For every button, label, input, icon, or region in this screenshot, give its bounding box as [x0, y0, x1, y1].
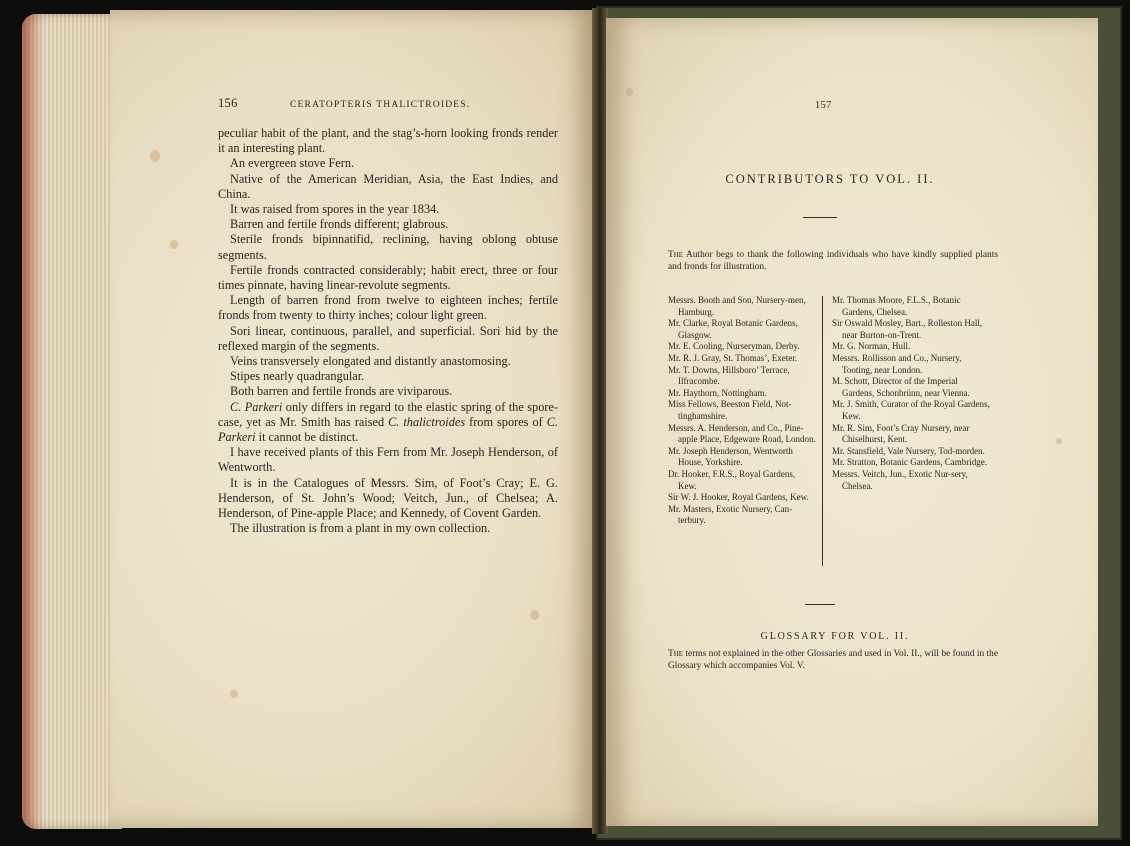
- contributors-title: CONTRIBUTORS TO VOL. II.: [725, 172, 935, 186]
- contributor-entry: Messrs. Booth and Son, Nursery-men, Hamburg.: [668, 295, 806, 317]
- paragraph: An evergreen stove Fern.: [230, 156, 355, 171]
- paragraph: Stipes nearly quadrangular.: [230, 369, 365, 384]
- paragraph: Native of the American Meridian, Asia, the East Indies, and China.: [218, 171, 558, 201]
- page-stack: [22, 14, 122, 829]
- species-name: C. thalictroides: [388, 414, 466, 429]
- contributor-entry: Miss Fellows, Beeston Field, Not-tinghamshire.: [668, 399, 792, 421]
- contributor-entry: Messrs. Rollisson and Co., Nursery, Tooting, near London.: [832, 352, 962, 375]
- contributors-column-right: [832, 295, 992, 492]
- parkeri-paragraph: [218, 400, 558, 446]
- glossary-text: [668, 648, 998, 672]
- contributors-intro: [668, 249, 998, 273]
- page-number-right: 157: [815, 100, 832, 111]
- contributor-entry: Sir W. J. Hooker, Royal Gardens, Kew.: [668, 492, 809, 503]
- text-run: it cannot be distinct.: [255, 430, 359, 445]
- paragraph: Length of barren frond from twelve to eighteen inches; fertile fronds from twenty to thirty inches; colour light green.: [218, 293, 558, 323]
- text-run: from spores of: [465, 414, 547, 429]
- column-divider: [822, 296, 823, 566]
- contributor-entry: Sir Oswald Mosley, Bart., Rolleston Hall, near Burton-on-Trent.: [832, 318, 983, 340]
- paragraph: It is in the Catalogues of Messrs. Sim, of Foot’s Cray; E. G. Henderson, of St. John’s Wood; Veitch, Jun., of Chelsea; A. Henderson, of Pine-apple Place; and Kennedy, of Covent Garden.: [218, 475, 558, 521]
- species-name: C. Parkeri: [218, 414, 558, 445]
- paragraph: Fertile fronds contracted considerably; habit erect, three or four times pinnate, having linear-revolute segments.: [218, 262, 558, 293]
- paragraph: The illustration is from a plant in my own collection.: [230, 521, 491, 536]
- divider: [805, 604, 835, 605]
- page-number-left: 156: [218, 96, 238, 110]
- contributor-entry: Messrs. A. Henderson, and Co., Pine-apple Place, Edgeware Road, London.: [668, 422, 816, 445]
- paragraph: peculiar habit of the plant, and the stag’s-horn looking fronds render it an interesting plant.: [218, 126, 558, 156]
- contributor-entry: M. Schott, Director of the Imperial Gardens, Schonbrünn, near Vienna.: [832, 376, 970, 398]
- contributor-entry: Mr. Clarke, Royal Botanic Gardens, Glasgow.: [668, 318, 798, 340]
- running-head: CERATOPTERIS THALICTROIDES.: [290, 100, 471, 110]
- contributor-entry: Messrs. Veitch, Jun., Exotic Nur-sery, Chelsea.: [832, 468, 968, 491]
- glossary-title: GLOSSARY FOR VOL. II.: [760, 631, 910, 642]
- paragraph: Barren and fertile fronds different; glabrous.: [230, 217, 449, 232]
- contributor-entry: Dr. Hooker, F.R.S., Royal Gardens, Kew.: [668, 468, 796, 491]
- intro-lead: The: [668, 250, 684, 260]
- species-name: C. Parkeri: [230, 399, 283, 414]
- contributor-entry: Mr. Masters, Exotic Nursery, Can-terbury.: [668, 503, 793, 526]
- paragraph: Sori linear, continuous, parallel, and superficial. Sori hid by the reflexed margin of the segments.: [218, 323, 558, 353]
- contributor-entry: Mr. Haythorn, Nottingham.: [668, 387, 767, 398]
- contributor-entry: Mr. Stansfield, Vale Nursery, Tod-morden.: [832, 445, 985, 456]
- contributor-entry: Mr. J. Smith, Curator of the Royal Gardens, Kew.: [832, 399, 990, 421]
- contributor-entry: Mr. Thomas Moore, F.L.S., Botanic Gardens, Chelsea.: [832, 295, 961, 317]
- paragraph: It was raised from spores in the year 1834.: [230, 202, 440, 217]
- left-body-text: [218, 126, 558, 536]
- paragraph: Both barren and fertile fronds are viviparous.: [230, 384, 453, 399]
- contributor-entry: Mr. E. Cooling, Nurseryman, Derby.: [668, 341, 800, 352]
- paragraph: Veins transversely elongated and distantly anastomosing.: [230, 354, 511, 369]
- contributor-entry: Mr. Joseph Henderson, Wentworth House, Yorkshire.: [668, 445, 793, 468]
- glossary-lead: The: [668, 649, 684, 659]
- divider: [803, 217, 837, 218]
- contributor-entry: Mr. R. Sim, Foot’s Cray Nursery, near Chiselhurst, Kent.: [832, 422, 970, 445]
- glossary-body: terms not explained in the other Glossaries and used in Vol. II., will be found in the Glossary which accompanies Vol. V.: [668, 649, 998, 671]
- contributor-entry: Mr. Stratton, Botanic Gardens, Cambridge.: [832, 457, 987, 468]
- text-run: only differs in regard to the elastic spring of the spore-case, yet as Mr. Smith has raised: [218, 399, 558, 429]
- paragraph: Sterile fronds bipinnatifid, reclining, having oblong obtuse segments.: [218, 232, 558, 262]
- intro-text: Author begs to thank the following individuals who have kindly supplied plants and fronds for illustration.: [668, 250, 998, 272]
- contributor-entry: Mr. T. Downs, Hillsboro’ Terrace, Ilfracombe.: [668, 364, 790, 387]
- contributor-entry: Mr. G. Norman, Hull.: [832, 341, 911, 352]
- contributors-column-left: [668, 295, 816, 527]
- paragraph: I have received plants of this Fern from Mr. Joseph Henderson, of Wentworth.: [218, 445, 558, 475]
- contributor-entry: Mr. R. J. Gray, St. Thomas’, Exeter.: [668, 352, 797, 363]
